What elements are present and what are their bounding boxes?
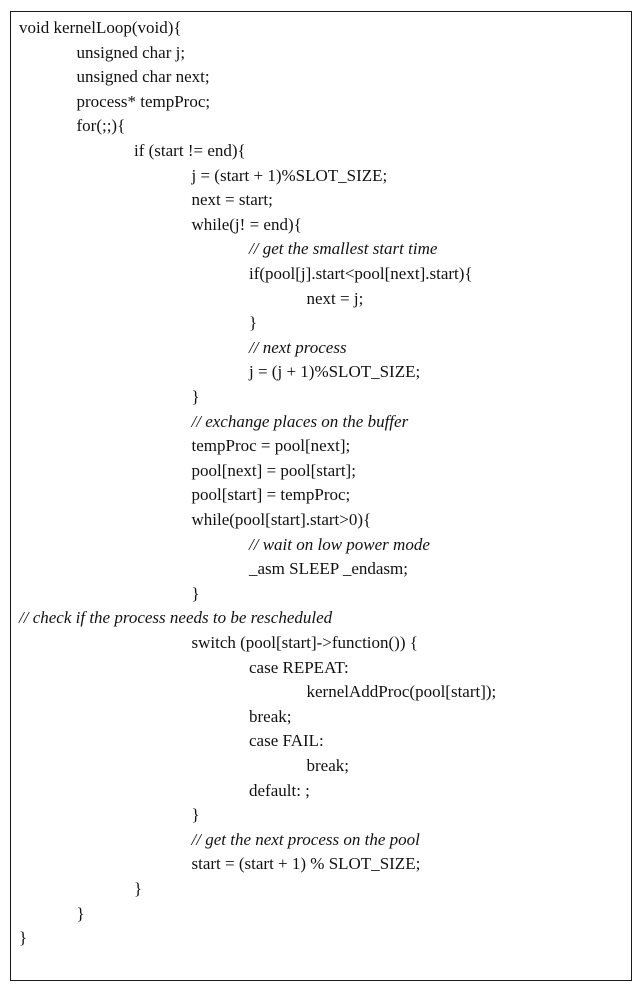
code-line: j = (start + 1)%SLOT_SIZE; xyxy=(191,165,388,185)
code-line: break; xyxy=(306,756,349,775)
code-line: unsigned char next; xyxy=(76,67,210,87)
code-line: for(;;){ xyxy=(76,116,126,136)
code-line: case REPEAT: xyxy=(249,657,349,677)
code-line: default: ; xyxy=(249,780,310,800)
code-comment-line: // check if the process needs to be rescheduled xyxy=(19,608,333,628)
code-comment-line: // get the next process on the pool xyxy=(191,829,420,849)
code-line: } xyxy=(19,928,28,948)
code-comment-line: // get the smallest start time xyxy=(249,239,438,259)
code-line: kernelAddProc(pool[start]); xyxy=(306,682,497,702)
code-line: pool[start] = tempProc; xyxy=(191,485,351,505)
code-comment-line: // wait on low power mode xyxy=(249,534,430,554)
code-line: tempProc = pool[next]; xyxy=(191,436,351,456)
code-line: if(pool[j].start<pool[next].start){ xyxy=(249,264,473,283)
code-line: case FAIL: xyxy=(249,731,324,751)
code-line: while(pool[start].start>0){ xyxy=(191,510,372,529)
code-line: next = j; xyxy=(306,288,364,308)
code-line: switch (pool[start]->function()) { xyxy=(191,633,418,652)
code-line: } xyxy=(249,313,258,333)
code-line: _asm SLEEP _endasm; xyxy=(249,559,408,579)
code-line: pool[next] = pool[start]; xyxy=(191,460,356,480)
code-line: } xyxy=(191,387,200,406)
code-line: start = (start + 1) % SLOT_SIZE; xyxy=(191,854,421,874)
code-line: } xyxy=(191,583,200,603)
code-line: } xyxy=(191,805,200,825)
code-line: process* tempProc; xyxy=(76,91,211,111)
code-comment-line: // next process xyxy=(249,337,347,357)
code-line: } xyxy=(76,903,85,923)
code-line: unsigned char j; xyxy=(76,42,186,62)
code-comment-line: // exchange places on the buffer xyxy=(191,411,409,431)
code-line: } xyxy=(134,879,143,898)
code-line: j = (j + 1)%SLOT_SIZE; xyxy=(249,362,421,382)
code-line: next = start; xyxy=(191,190,273,210)
code-line: if (start != end){ xyxy=(134,141,246,160)
code-line: break; xyxy=(249,706,292,726)
code-line: while(j! = end){ xyxy=(191,214,302,234)
code-listing-box xyxy=(10,11,632,981)
code-line: void kernelLoop(void){ xyxy=(19,18,182,37)
code-lines xyxy=(11,12,631,980)
